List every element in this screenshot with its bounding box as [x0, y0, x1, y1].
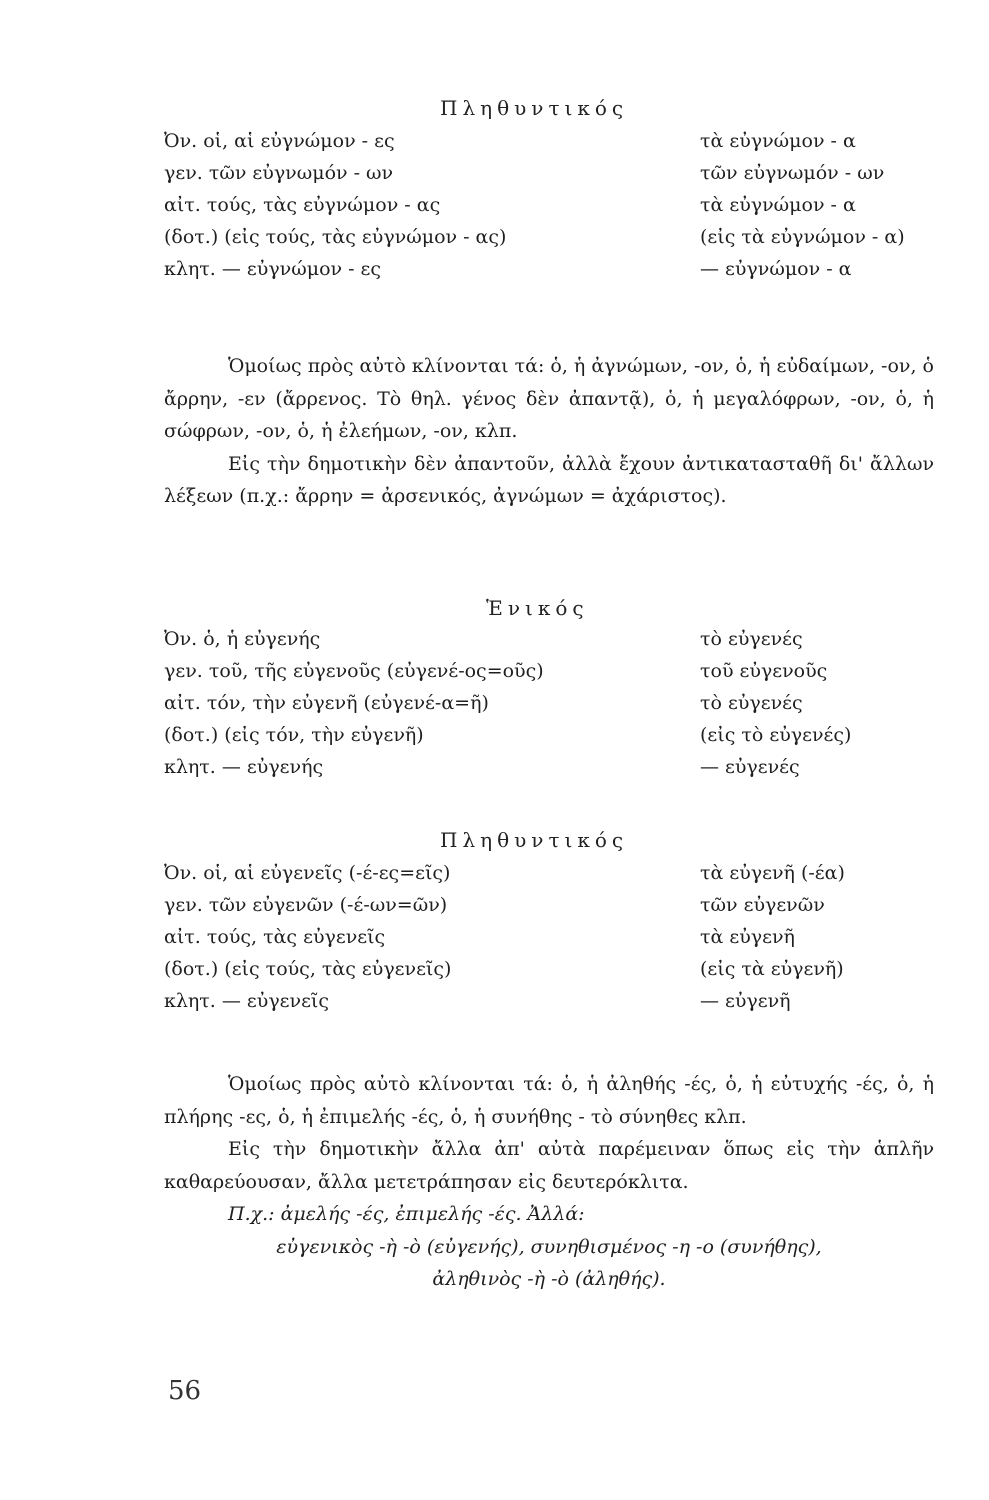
- table-row: [164, 628, 944, 660]
- neuter-form: — εὐγενές: [700, 756, 800, 778]
- table-row: [164, 226, 944, 258]
- neuter-form: — εὐγενῆ: [700, 990, 791, 1012]
- masc-fem-form: κλητ. — εὐγνώμον - ες: [164, 258, 382, 280]
- example-line: εὐγενικὸς -ὴ -ὸ (εὐγενής), συνηθισμένος -η -ο (συνήθης),: [276, 1235, 822, 1258]
- neuter-form: (εἰς τὸ εὐγενές): [700, 724, 852, 746]
- masc-fem-form: Ὀν. ὁ, ἡ εὐγενής: [164, 628, 321, 650]
- neuter-form: — εὐγνώμον - α: [700, 258, 852, 280]
- masc-fem-form: (δοτ.) (εἰς τόν, τὴν εὐγενῆ): [164, 724, 424, 746]
- neuter-form: τὸ εὐγενές: [700, 628, 803, 650]
- examples-intro: Π.χ.: ἀμελής -ές, ἐπιμελής -ές. Ἀλλά:: [228, 1203, 585, 1225]
- masc-fem-form: αἰτ. τούς, τὰς εὐγνώμον - ας: [164, 194, 441, 216]
- masc-fem-form: αἰτ. τούς, τὰς εὐγενεῖς: [164, 926, 386, 948]
- table-row: [164, 258, 944, 290]
- declension-table-singular: [164, 628, 944, 788]
- table-row: [164, 130, 944, 162]
- table-row: [164, 990, 944, 1022]
- table-row: [164, 756, 944, 788]
- table-row: [164, 660, 944, 692]
- table-row: [164, 692, 944, 724]
- paragraph-similar-declension-1: [164, 350, 934, 513]
- table-row: [164, 926, 944, 958]
- masc-fem-form: κλητ. — εὐγενεῖς: [164, 990, 330, 1012]
- masc-fem-form: (δοτ.) (εἰς τούς, τὰς εὐγνώμον - ας): [164, 226, 507, 248]
- masc-fem-form: (δοτ.) (εἰς τούς, τὰς εὐγενεῖς): [164, 958, 452, 980]
- neuter-form: τὰ εὐγνώμον - α: [700, 130, 856, 152]
- plural-heading: Πληθυντικός: [440, 96, 629, 120]
- singular-heading: Ἑνικός: [486, 596, 589, 620]
- neuter-form: τῶν εὐγενῶν: [700, 894, 825, 916]
- neuter-form: τὰ εὐγενῆ: [700, 926, 795, 948]
- neuter-form: τοῦ εὐγενοῦς: [700, 660, 828, 682]
- paragraph-text: Εἰς τὴν δημοτικὴν ἄλλα ἀπ' αὐτὰ παρέμειναν ὅπως εἰς τὴν ἁπλῆν καθαρεύουσαν, ἄλλα μετετράπησαν εἰς δευτερόκλιτα.: [164, 1138, 934, 1193]
- neuter-form: τὰ εὐγενῆ (-έα): [700, 862, 845, 884]
- neuter-form: (εἰς τὰ εὐγνώμον - α): [700, 226, 905, 248]
- masc-fem-form: γεν. τοῦ, τῆς εὐγενοῦς (εὐγενέ-ος=οῦς): [164, 660, 544, 682]
- masc-fem-form: Ὀν. οἱ, αἱ εὐγενεῖς (-έ-ες=εῖς): [164, 862, 451, 884]
- table-row: [164, 194, 944, 226]
- neuter-form: τῶν εὐγνωμόν - ων: [700, 162, 885, 184]
- declension-table-plural-2: [164, 862, 944, 1022]
- table-row: [164, 162, 944, 194]
- neuter-form: τὰ εὐγνώμον - α: [700, 194, 856, 216]
- paragraph-similar-declension-2: [164, 1068, 934, 1296]
- masc-fem-form: κλητ. — εὐγενής: [164, 756, 324, 778]
- paragraph-text: Ὁμοίως πρὸς αὐτὸ κλίνονται τά: ὁ, ἡ ἀγνώμων, -ον, ὁ, ἡ εὐδαίμων, -ον, ὁ ἄρρην, -εν (ἄρρενος. Τὸ θηλ. γένος δὲν ἀπαντᾷ), ὁ, ἡ μεγαλόφρων, -ον, ὁ, ἡ σώφρων, -ον, ὁ, ἡ ἐλεήμων, -ον, κλπ.: [164, 355, 934, 442]
- table-row: [164, 894, 944, 926]
- page-number: 56: [168, 1376, 202, 1406]
- masc-fem-form: Ὀν. οἱ, αἱ εὐγνώμον - ες: [164, 130, 395, 152]
- example-line: ἀληθινὸς -ὴ -ὸ (ἀληθής).: [432, 1268, 666, 1290]
- masc-fem-form: αἰτ. τόν, τὴν εὐγενῆ (εὐγενέ-α=ῆ): [164, 692, 489, 714]
- paragraph-text: Εἰς τὴν δημοτικὴν δὲν ἀπαντοῦν, ἀλλὰ ἔχουν ἀντικατασταθῆ δι' ἄλλων λέξεων (π.χ.: ἄρρην = ἀρσενικός, ἀγνώμων = ἀχάριστος).: [164, 452, 934, 507]
- neuter-form: τὸ εὐγενές: [700, 692, 803, 714]
- table-row: [164, 958, 944, 990]
- declension-table-plural-1: [164, 130, 944, 290]
- table-row: [164, 724, 944, 756]
- masc-fem-form: γεν. τῶν εὐγενῶν (-έ-ων=ῶν): [164, 894, 448, 916]
- neuter-form: (εἰς τὰ εὐγενῆ): [700, 958, 844, 980]
- paragraph-text: Ὁμοίως πρὸς αὐτὸ κλίνονται τά: ὁ, ἡ ἀληθής -ές, ὁ, ἡ εὐτυχής -ές, ὁ, ἡ πλήρης -ες, ὁ, ἡ ἐπιμελής -ές, ὁ, ἡ συνήθης - τὸ σύνηθες κλπ.: [164, 1073, 934, 1128]
- table-row: [164, 862, 944, 894]
- plural-heading: Πληθυντικός: [440, 828, 629, 852]
- masc-fem-form: γεν. τῶν εὐγνωμόν - ων: [164, 162, 394, 184]
